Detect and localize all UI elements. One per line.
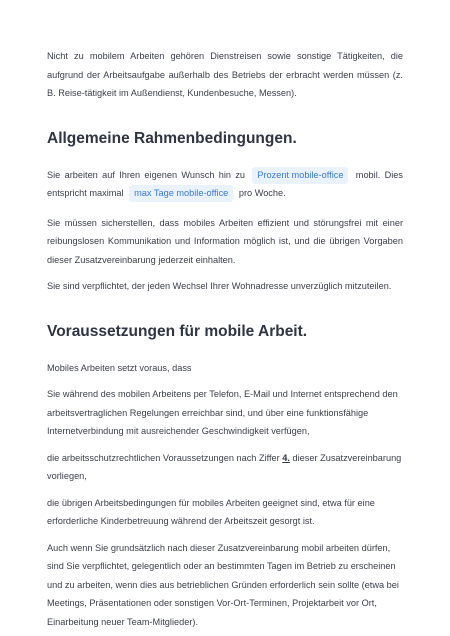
efficiency-paragraph: Sie müssen sicherstellen, dass mobiles Arbeiten effizient und störungsfrei mit einer reibungslosen Kommunikation und Information möglich ist, und die übrigen Vorgaben dieser Zusatzvereinbarung jederzeit einhalten. [47,217,403,265]
requirement-item-reachability: Sie während des mobilen Arbeitens per Telefon, E-Mail und Internet entsprechend den arbeitsvertraglichen Regelungen erreichbar sind, und über eine funktionsfähige Internetverbindung mit ausreichender Geschwindigkeit verfügen, [47,389,398,436]
working-share-text-c: pro Woche. [238,188,286,198]
working-share-text-a: Sie arbeiten auf Ihren eigenen Wunsch hin zu [47,169,246,180]
on-site-obligation-paragraph: Auch wenn Sie grundsätzlich nach dieser Zusatzvereinbarung mobil arbeiten dürfen, sind Sie verpflichtet, gelegentlich oder an bestimmten Tagen im Betrieb zu erscheinen und zu arbeiten, wenn dies aus betrieblichen Gründen erforderlich sein sollte (etwa bei Meetings, Präsentationen oder sonstigen Vor-Ort-Terminen, Projektarbeit vor Ort, Einarbeitung neuer Team-Mitglieder). [47,542,399,627]
requirement-safety-text-b: dieser Zusatzvereinbarung vorliegen, [47,452,402,481]
requirement-item-safety [47,449,403,486]
section-heading-requirements: Voraussetzungen für mobile Arbeit. [47,322,308,340]
requirement-safety-text-a: die arbeitsschutzrechtlichen Voraussetzungen nach Ziffer [47,452,280,463]
max-days-mobile-office-field[interactable]: max Tage mobile-office [129,185,233,202]
percent-mobile-office-field[interactable]: Prozent mobile-office [252,167,348,184]
intro-paragraph: Nicht zu mobilem Arbeiten gehören Dienstreisen sowie sonstige Tätigkeiten, die aufgrund der Arbeitsaufgabe außerhalb des Betriebs der erbracht werden müssen (z. B. Reise-tätigkeit im Außendienst, Kundenbesuche, Messen). [47,51,403,98]
section-heading-general-conditions: Allgemeine Rahmenbedingungen. [47,129,297,147]
address-change-paragraph: Sie sind verpflichtet, der jeden Wechsel Ihrer Wohnadresse unverzüglich mitzuteilen. [47,281,392,291]
section-reference-link[interactable]: 4. [282,452,290,463]
requirements-lead: Mobiles Arbeiten setzt voraus, dass [47,362,192,373]
requirement-item-conditions: die übrigen Arbeitsbedingungen für mobiles Arbeiten geeignet sind, etwa für eine erforderliche Kinderbetreuung während der Arbeitszeit gesorgt ist. [47,497,375,526]
working-share-text-b: mobil. Dies entspricht maximal [47,169,403,198]
working-share-paragraph [47,166,403,203]
